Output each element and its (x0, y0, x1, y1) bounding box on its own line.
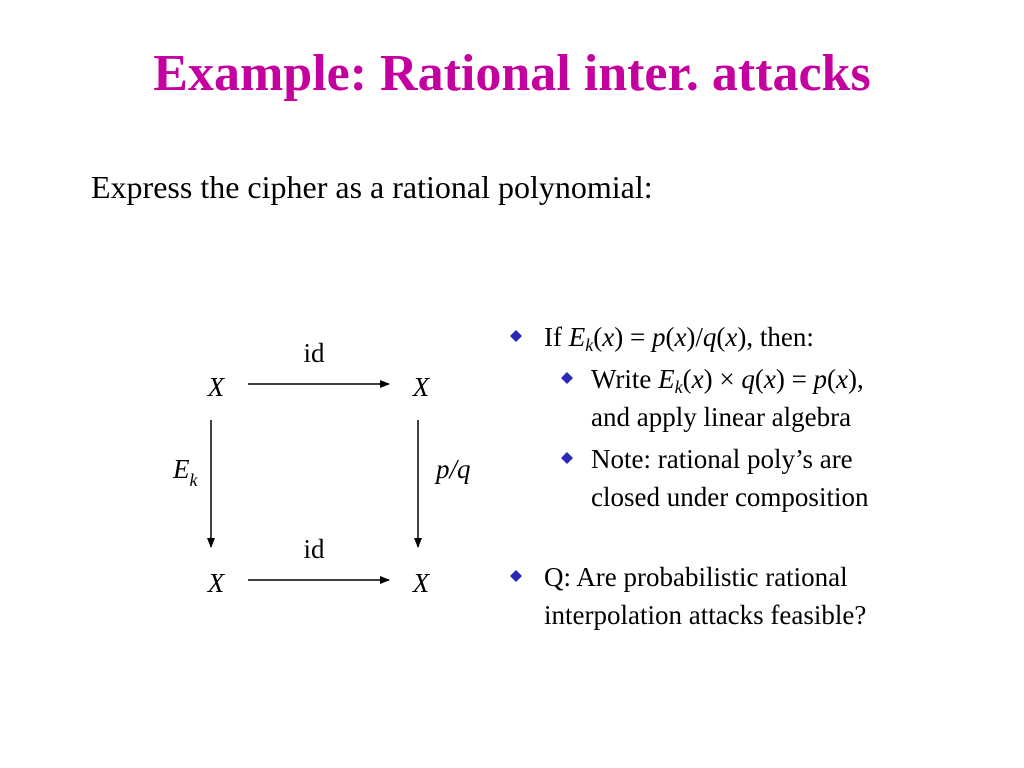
node-bottom-right: X (412, 568, 430, 598)
top-arrow-label: id (303, 338, 325, 368)
diamond-bullet-icon (510, 570, 522, 582)
bullet-write-linear: Write $E_k(x) \times q(x) = p(x)$, and apply linear algebra (505, 360, 1005, 436)
node-top-right: X (412, 372, 430, 402)
bottom-arrow-label: id (303, 534, 325, 564)
bullet-question: Q: Are probabilistic rational interpolation attacks feasible? (505, 558, 1005, 634)
diamond-bullet-icon (510, 330, 522, 342)
bullet-if-rational: If $E_k(x) = p(x)/q(x)$, then: (505, 318, 1005, 356)
diamond-bullet-icon (561, 452, 573, 464)
slide-subtitle: Express the cipher as a rational polynomial: (91, 169, 653, 205)
right-arrow-label: p/q (436, 454, 471, 484)
left-arrow-label: $E_k$ (173, 454, 198, 490)
node-bottom-left: X (207, 568, 225, 598)
diamond-bullet-icon (561, 372, 573, 384)
bullet-list (505, 318, 1005, 634)
bullet-note-closed: Note: rational poly’s are closed under composition (505, 440, 1005, 516)
left-arrow-label-subscript: k (189, 470, 198, 490)
slide-title: Example: Rational inter. attacks (153, 45, 871, 102)
node-top-left: X (207, 372, 225, 402)
